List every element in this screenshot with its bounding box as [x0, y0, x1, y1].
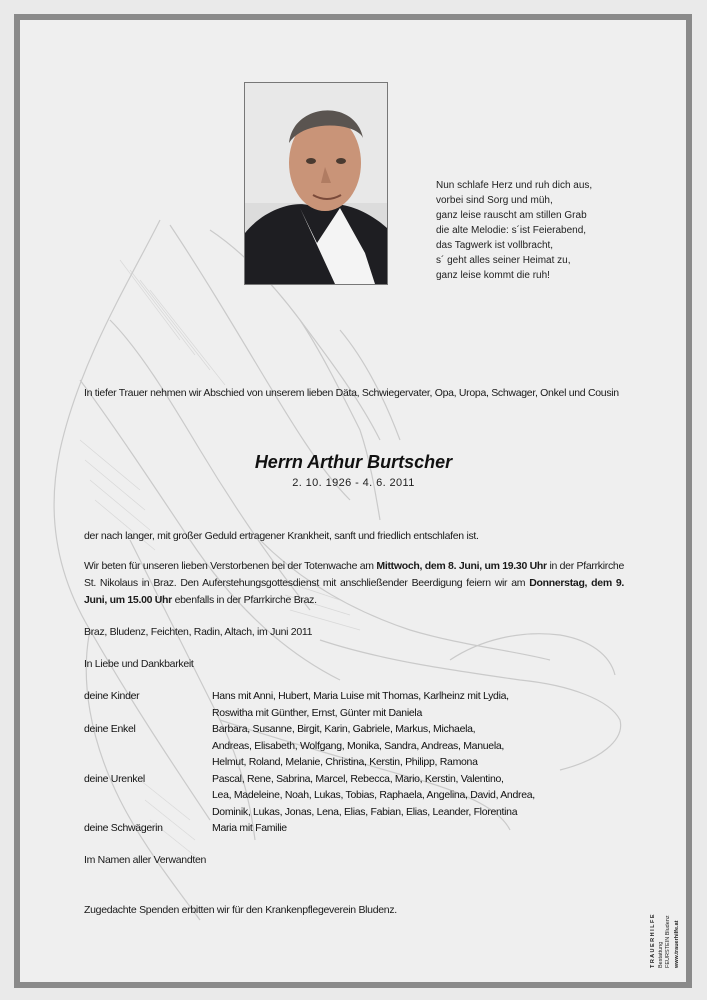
- family-list: [84, 688, 624, 837]
- donation-note: Zugedachte Spenden erbitten wir für den Krankenpflegeverein Bludenz.: [84, 904, 397, 916]
- family-names: Pascal, Rene, Sabrina, Marcel, Rebecca, Mario, Kerstin, Valentino,: [212, 772, 504, 785]
- logo-text: www.trauerhilfe.at: [674, 920, 680, 968]
- family-label: deine Kinder: [84, 690, 140, 702]
- logo-text: Bestattung: [658, 941, 664, 968]
- family-label: deine Urenkel: [84, 772, 145, 785]
- deceased-name: Herrn Arthur Burtscher: [254, 452, 453, 472]
- passing-text: der nach langer, mit großer Geduld ertragener Krankheit, sanft und friedlich entschlafen ist.: [84, 530, 479, 542]
- poem-line: die alte Melodie: s´ist Feierabend,: [436, 225, 587, 236]
- family-names: Roswitha mit Günther, Ernst, Günter mit Daniela: [212, 706, 422, 719]
- poem-line: ganz leise rauscht am stillen Grab: [436, 210, 587, 221]
- poem: [436, 178, 656, 283]
- poem-line: das Tagwerk ist vollbracht,: [436, 240, 554, 251]
- logo-text: T R A U E R H I L F E: [650, 914, 656, 968]
- portrait-photo: [244, 82, 388, 285]
- family-names: Barbara, Susanne, Birgit, Karin, Gabriele, Markus, Michaela,: [212, 723, 476, 735]
- family-group: [84, 771, 624, 821]
- family-label: deine Enkel: [84, 723, 136, 735]
- family-group: [84, 721, 624, 771]
- service-text-part: in der Pfarrkirche St. Nikolaus in Braz. Den Auferstehungsgottesdienst mit anschließender Beerdigung feiern wir am: [84, 560, 624, 589]
- poem-line: Nun schlafe Herz und ruh dich aus,: [436, 180, 593, 191]
- poem-line: ganz leise kommt die ruh!: [436, 270, 550, 281]
- poem-line: s´ geht alles seiner Heimat zu,: [436, 255, 571, 266]
- family-names: Hans mit Anni, Hubert, Maria Luise mit Thomas, Karlheinz mit Lydia,: [212, 690, 509, 702]
- family-label: deine Schwägerin: [84, 822, 163, 834]
- wake-date: Mittwoch, dem 8. Juni, um 19.30 Uhr: [376, 560, 547, 572]
- logo-text: FEURSTEIN Bludenz: [665, 915, 671, 968]
- family-group: [84, 820, 624, 837]
- funeral-home-logo: [648, 870, 690, 970]
- family-names: Andreas, Elisabeth, Wolfgang, Monika, Sandra, Andreas, Manuela,: [212, 739, 505, 752]
- intro-text: In tiefer Trauer nehmen wir Abschied von unserem lieben Däta, Schwiegervater, Opa, Uropa, Schwager, Onkel und Cousin: [84, 387, 619, 399]
- service-text-part: ebenfalls in der Pfarrkirche Braz.: [171, 594, 317, 606]
- service-text-part: Wir beten für unseren lieben Verstorbenen bei der Totenwache am: [84, 560, 377, 572]
- closing-phrase: In Liebe und Dankbarkeit: [84, 658, 194, 670]
- family-names: Helmut, Roland, Melanie, Christina, Kerstin, Philipp, Ramona: [212, 756, 478, 768]
- relatives-note: Im Namen aller Verwandten: [84, 854, 207, 866]
- family-names: Maria mit Familie: [212, 822, 287, 834]
- funeral-date: Donnerstag, dem 9. Juni, um 15.00 Uhr: [84, 577, 624, 606]
- life-dates: 2. 10. 1926 - 4. 6. 2011: [292, 477, 415, 489]
- family-names: Dominik, Lukas, Jonas, Lena, Elias, Fabian, Elias, Leander, Florentina: [212, 805, 518, 818]
- places-date: Braz, Bludenz, Feichten, Radin, Altach, im Juni 2011: [84, 626, 313, 638]
- family-names: Lea, Madeleine, Noah, Lukas, Tobias, Raphaela, Angelina, David, Andrea,: [212, 789, 535, 801]
- family-group: [84, 688, 624, 721]
- poem-line: vorbei sind Sorg und müh,: [436, 195, 553, 206]
- service-text: [84, 558, 624, 609]
